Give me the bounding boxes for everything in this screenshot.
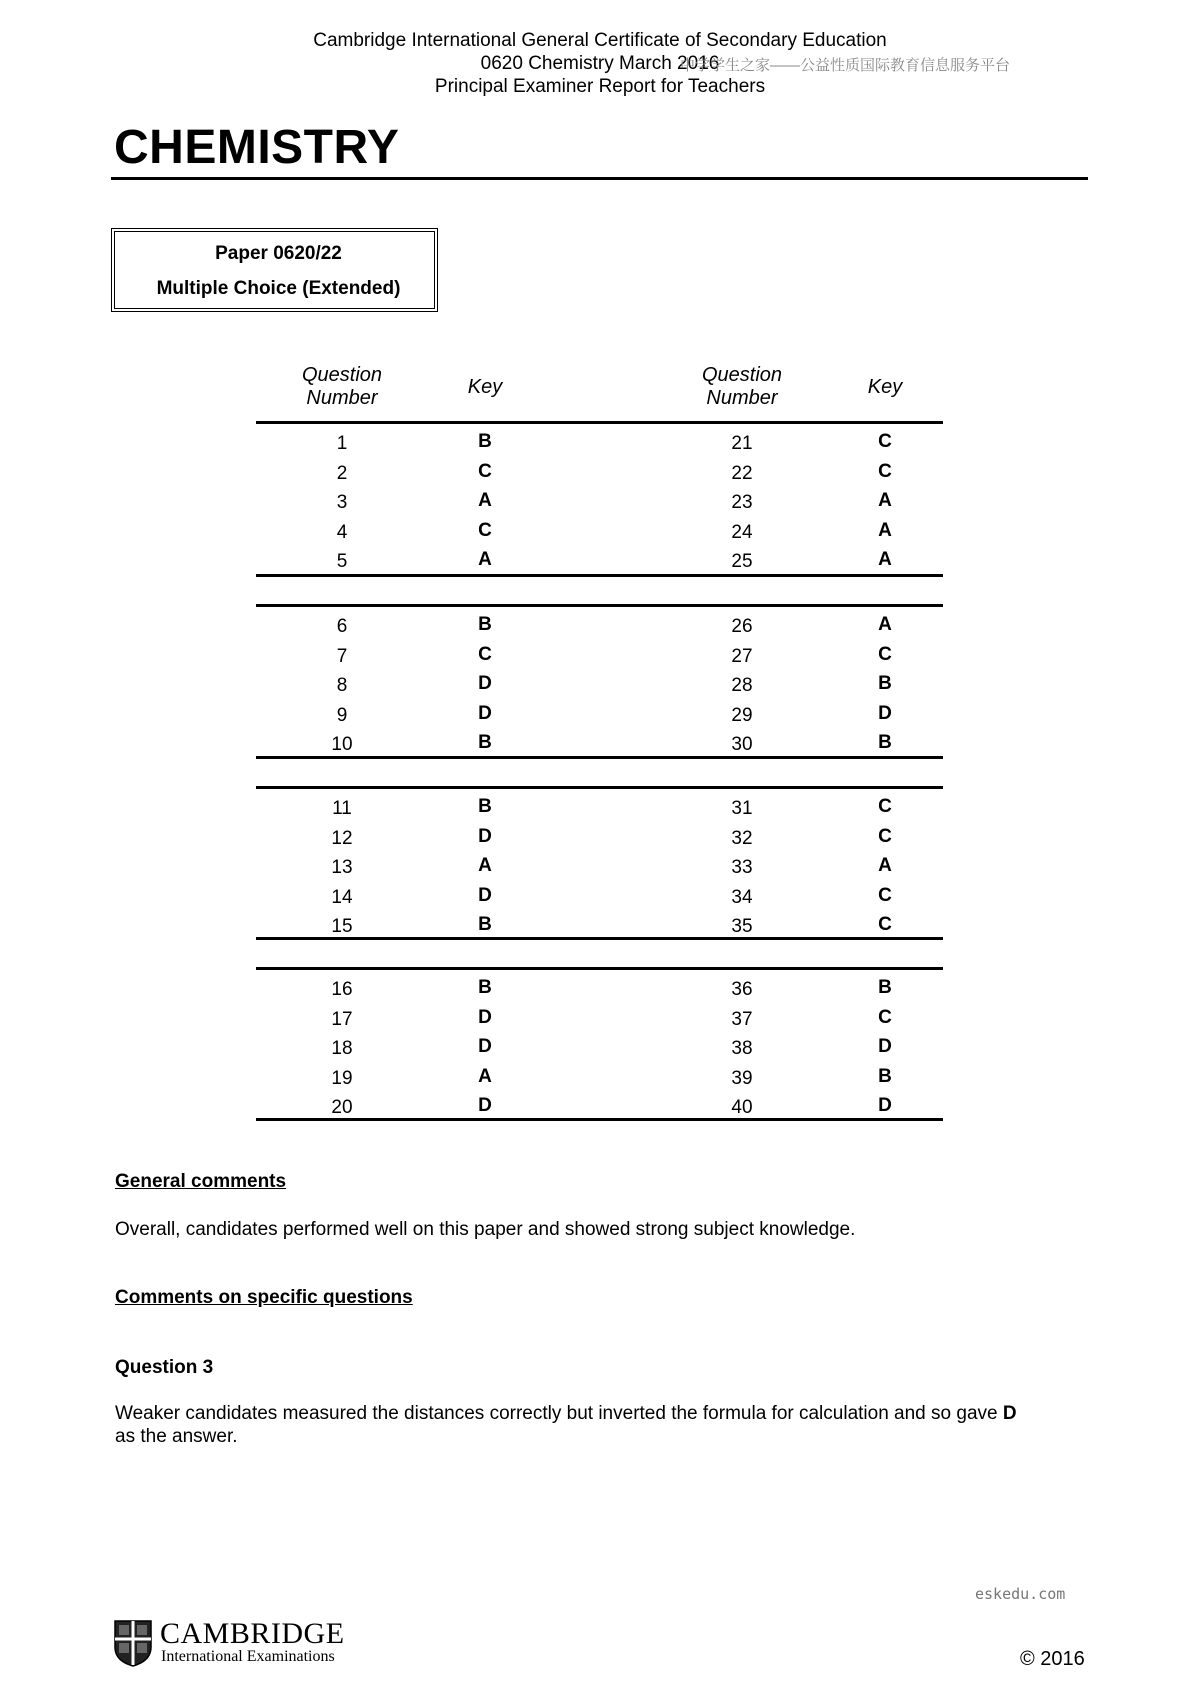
question-number-cell: 29 [731, 704, 753, 726]
answer-key-cell: D [478, 1006, 492, 1028]
answer-key-cell: C [878, 884, 892, 906]
question-number-cell: 8 [336, 675, 348, 696]
answer-key-cell: B [878, 673, 892, 694]
question-number-cell: 23 [731, 492, 753, 513]
question-number-cell: 14 [331, 886, 353, 908]
general-comments-heading: General comments [115, 1171, 287, 1192]
answer-key-cell: B [478, 614, 492, 635]
question-number-cell: 17 [331, 1008, 353, 1030]
comment-text: Weaker candidates measured the distances correctly but inverted the formula for calculation and so gave [115, 1403, 1003, 1424]
answer-key-cell: A [878, 549, 892, 570]
comment-bold-answer: D [1002, 1403, 1017, 1424]
question-number-cell: 30 [731, 734, 753, 755]
answer-key-cell: A [878, 614, 892, 635]
answer-key-cell: D [478, 825, 492, 847]
table-rule [256, 756, 943, 759]
header-question-number-right [682, 364, 802, 410]
question-number-cell: 37 [731, 1008, 753, 1030]
header-line-2: 0620 Chemistry March 2016 [480, 53, 720, 74]
question-number-cell: 39 [731, 1067, 753, 1089]
answer-key-cell: C [478, 643, 492, 665]
answer-key-cell: B [878, 977, 892, 998]
question-number-cell: 18 [331, 1038, 353, 1059]
question-number-cell: 33 [731, 857, 753, 878]
question-number-cell: 20 [331, 1097, 353, 1118]
answer-key-cell: C [878, 914, 892, 935]
header-question-line1: Question [301, 364, 383, 386]
specific-comments-heading: Comments on specific questions [115, 1287, 413, 1308]
question-number-cell: 34 [731, 886, 753, 908]
question-number-cell: 38 [731, 1038, 753, 1059]
question-number-cell: 2 [336, 462, 348, 484]
question-number-cell: 26 [731, 616, 753, 637]
question-number-cell: 12 [331, 827, 353, 849]
answer-key-cell: B [478, 732, 492, 753]
title-divider [111, 177, 1088, 180]
header-question-line1: Question [701, 364, 783, 386]
question-number-cell: 6 [336, 616, 348, 637]
question-number-cell: 13 [331, 857, 353, 878]
cambridge-logo-subtitle: International Examinations [161, 1648, 335, 1665]
table-rule [256, 574, 943, 577]
answer-key-cell: C [878, 825, 892, 847]
answer-key-cell: A [878, 490, 892, 511]
answer-key-cell: B [478, 431, 492, 452]
question-number-cell: 35 [731, 916, 753, 937]
answer-key-cell: D [478, 884, 492, 906]
shield-icon [113, 1619, 153, 1667]
answer-key-cell: A [878, 519, 892, 541]
answer-key-cell: C [878, 460, 892, 482]
question-number-cell: 27 [731, 645, 753, 667]
answer-key-cell: A [478, 549, 492, 570]
answer-key-cell: D [878, 1095, 892, 1116]
watermark-text: 中学学生之家——公益性质国际教育信息服务平台 [680, 57, 1011, 74]
cambridge-shield-icon [113, 1619, 153, 1667]
answer-key-cell: A [478, 490, 492, 511]
comment-text-end: as the answer. [115, 1426, 238, 1447]
header-question-line2: Number [306, 387, 378, 409]
answer-key-cell: C [878, 643, 892, 665]
answer-key-cell: C [878, 1006, 892, 1028]
answer-key-cell: D [478, 673, 492, 694]
answer-key-cell: B [478, 977, 492, 998]
question-number-cell: 3 [336, 492, 348, 513]
answer-key-cell: C [478, 519, 492, 541]
answer-key-cell: C [478, 460, 492, 482]
question-number-cell: 22 [731, 462, 753, 484]
question-number-cell: 5 [336, 551, 348, 572]
table-rule [256, 604, 943, 607]
question-number-cell: 40 [731, 1097, 753, 1118]
page-title: CHEMISTRY [114, 121, 400, 174]
header-key-right: Key [867, 376, 903, 398]
header-line-3: Principal Examiner Report for Teachers [434, 76, 766, 97]
answer-key-cell: D [478, 702, 492, 724]
question-number-cell: 15 [331, 916, 353, 937]
header-question-line2: Number [706, 387, 778, 409]
paper-code: Paper 0620/22 [215, 243, 342, 264]
question-number-cell: 25 [731, 551, 753, 572]
answer-key-cell: B [478, 796, 492, 817]
question-number-cell: 4 [336, 521, 348, 543]
answer-key-cell: B [878, 1065, 892, 1087]
question-number-cell: 16 [331, 979, 353, 1000]
header-key-left: Key [467, 376, 503, 398]
question-number-cell: 28 [731, 675, 753, 696]
question-number-cell: 21 [731, 433, 753, 454]
cambridge-logo-name: CAMBRIDGE [160, 1617, 345, 1650]
question-number-cell: 7 [336, 645, 348, 667]
answer-key-cell: D [478, 1036, 492, 1057]
table-rule [256, 421, 943, 424]
header-question-number-left [282, 364, 402, 410]
question-number-cell: 32 [731, 827, 753, 849]
answer-key-cell: A [878, 855, 892, 876]
question-number-cell: 1 [336, 433, 348, 454]
answer-key-cell: D [478, 1095, 492, 1116]
answer-key-cell: D [878, 1036, 892, 1057]
question-number-cell: 10 [331, 734, 353, 755]
answer-key-cell: B [878, 732, 892, 753]
answer-key-cell: D [878, 702, 892, 724]
site-watermark: eskedu.com [975, 1585, 1066, 1603]
table-rule [256, 967, 943, 970]
general-comments-text: Overall, candidates performed well on this paper and showed strong subject knowledge. [115, 1219, 856, 1240]
paper-name: Multiple Choice (Extended) [156, 278, 401, 299]
answer-key-cell: C [878, 431, 892, 452]
question-number-cell: 11 [332, 798, 352, 819]
answer-key-cell: A [478, 855, 492, 876]
answer-key-cell: A [478, 1065, 492, 1087]
header-line-1: Cambridge International General Certificate of Secondary Education [313, 30, 887, 51]
question-number-cell: 36 [731, 979, 753, 1000]
table-rule [256, 786, 943, 789]
question-number-cell: 31 [731, 798, 753, 819]
answer-key-cell: C [878, 796, 892, 817]
answer-key-cell: B [478, 914, 492, 935]
question-number-cell: 19 [331, 1067, 353, 1089]
copyright: © 2016 [1020, 1648, 1085, 1670]
question-3-heading: Question 3 [115, 1357, 214, 1378]
question-3-comment [115, 1402, 1090, 1448]
question-number-cell: 9 [336, 704, 348, 726]
question-number-cell: 24 [731, 521, 753, 543]
